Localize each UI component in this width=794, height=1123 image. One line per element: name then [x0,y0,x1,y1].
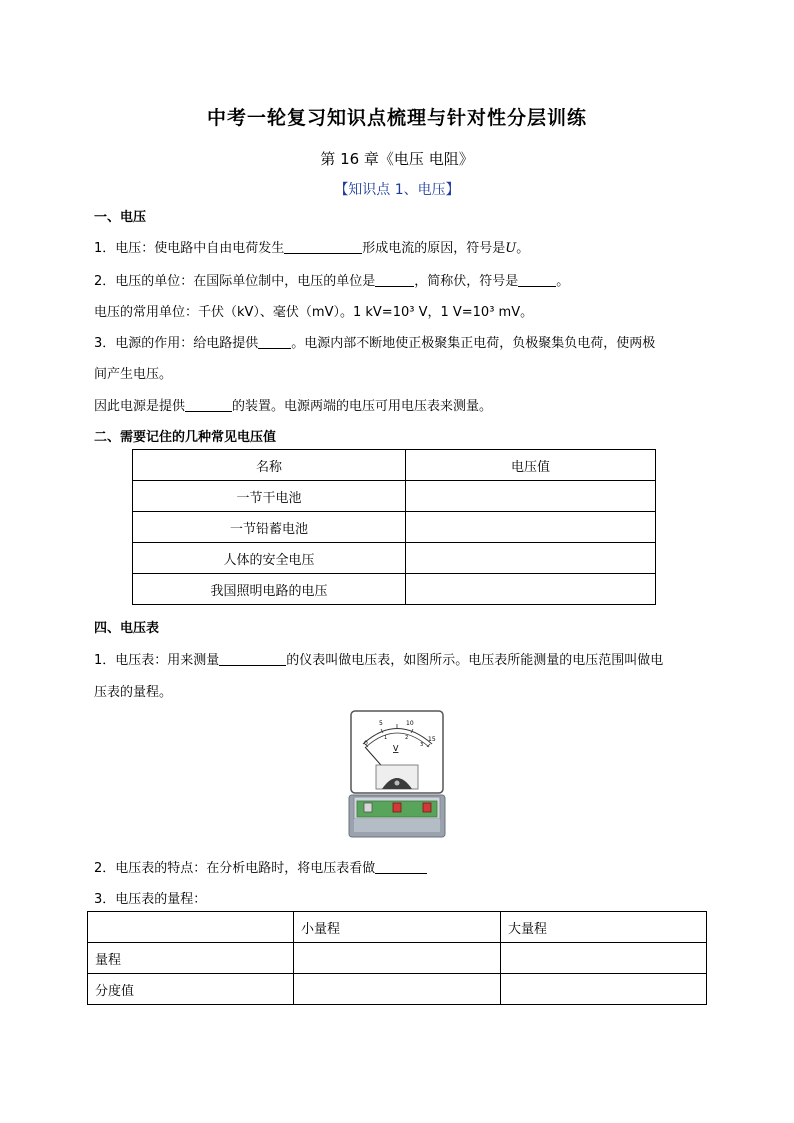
chapter-title: 第 16 章《电压 电阻》 [320,150,474,168]
fill-blank[interactable] [375,859,427,874]
section-voltmeter-heading: 四、电压表 [94,621,160,636]
item-power-source [94,332,655,351]
scale-label: 0 [364,740,368,747]
inner-scale-label: 3 [420,742,424,748]
symbol-u: U [505,241,517,256]
table-row [133,543,656,574]
column-header-voltage: 电压值 [406,450,656,481]
voltage-answer-cell[interactable] [406,543,656,574]
fill-blank[interactable] [375,272,414,287]
fill-blank[interactable] [219,651,286,666]
table-row [88,974,707,1005]
common-voltage-table [132,449,656,605]
fill-blank[interactable] [258,334,291,349]
text-segment: 因此电源是提供 [94,399,186,414]
voltmeter-range-table [87,911,707,1005]
voltage-answer-cell[interactable] [406,481,656,512]
fill-blank[interactable] [518,272,556,287]
knowledge-point-heading: 【知识点 1、电压】 [334,182,460,198]
item-voltmeter-definition-cont: 压表的量程。 [94,685,173,700]
item-voltmeter-range: 3．电压表的量程： [94,892,207,907]
answer-cell[interactable] [501,943,707,974]
text-segment: 形成电流的原因，符号是 [362,241,506,256]
row-name: 一节干电池 [133,481,406,512]
text-segment: 。 [516,241,530,256]
table-row [88,943,707,974]
row-name: 人体的安全电压 [133,543,406,574]
text-segment: 1．电压：使电路中自由电荷发生 [94,241,285,256]
answer-cell[interactable] [294,974,501,1005]
item-voltmeter-characteristic [94,857,427,876]
text-segment: 的装置。电源两端的电压可用电压表来测量。 [232,399,493,414]
text-segment: 1．电压表：用来测量 [94,653,220,668]
item-power-source-cont: 间产生电压。 [94,367,173,382]
item-power-source-summary [94,395,492,414]
page-title: 中考一轮复习知识点梳理与针对性分层训练 [206,107,587,129]
answer-cell[interactable] [294,943,501,974]
table-row [133,512,656,543]
text-segment: ，简称伏，符号是 [414,274,519,289]
text-segment: 2．电压表的特点：在分析电路时，将电压表看做 [94,861,376,876]
table-header-row [133,450,656,481]
item-voltage-unit [94,270,569,289]
text-segment: 。 [556,274,570,289]
row-name: 我国照明电路的电压 [133,574,406,605]
text-segment: 的仪表叫做电压表，如图所示。电压表所能测量的电压范围叫做电 [286,653,664,668]
item-voltmeter-definition [94,649,663,668]
row-name: 一节铅蓄电池 [133,512,406,543]
voltage-answer-cell[interactable] [406,512,656,543]
section-common-voltages-heading: 二、需要记住的几种常见电压值 [94,430,277,445]
table-row [133,481,656,512]
inner-scale-label: 2 [405,735,409,741]
table-row [133,574,656,605]
fill-blank[interactable] [185,397,232,412]
text-segment: 2．电压的单位：在国际单位制中，电压的单位是 [94,274,376,289]
item-voltage-definition [94,237,529,256]
scale-label: 10 [406,720,414,727]
column-header-name: 名称 [133,450,406,481]
fill-blank[interactable] [284,239,362,254]
scale-label: 5 [379,720,383,727]
voltage-answer-cell[interactable] [406,574,656,605]
section-voltage-heading: 一、电压 [94,210,147,225]
corner-cell [88,912,294,943]
column-header-large-range: 大量程 [501,912,707,943]
voltmeter-image [348,709,448,841]
table-header-row [88,912,707,943]
inner-scale-label: 1 [384,735,388,741]
text-segment: 。电源内部不断地使正极聚集正电荷，负极聚集负电荷，使两极 [291,336,656,351]
row-label: 量程 [88,943,294,974]
text-segment: 3．电源的作用：给电路提供 [94,336,259,351]
scale-label: 15 [428,736,436,743]
unit-symbol: V [393,744,399,753]
column-header-small-range: 小量程 [294,912,501,943]
item-common-units: 电压的常用单位：千伏（kV）、毫伏（mV）。1 kV=10³ V，1 V=10³ mV。 [94,305,534,320]
answer-cell[interactable] [501,974,707,1005]
row-label: 分度值 [88,974,294,1005]
